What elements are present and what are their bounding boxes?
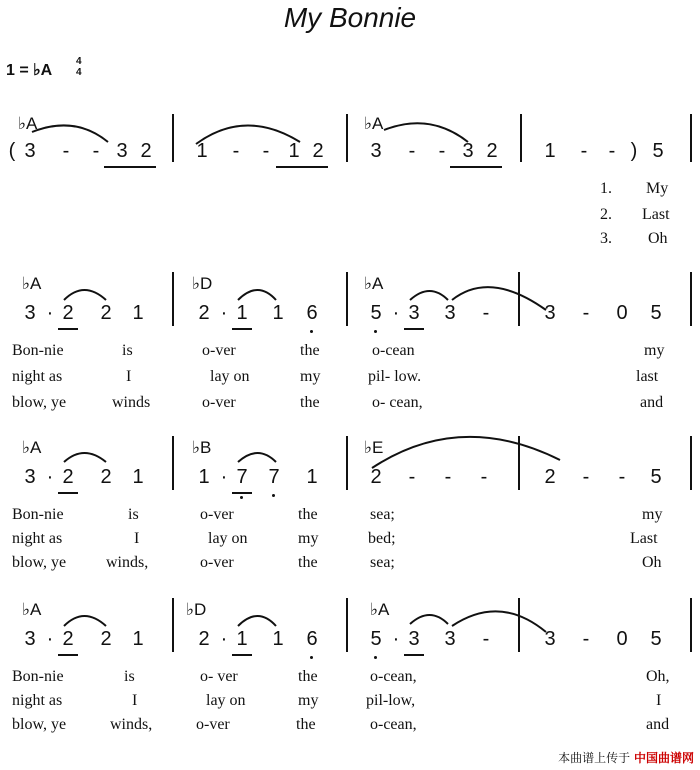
note: 1	[236, 628, 248, 650]
lyric: and	[646, 716, 670, 733]
note: 2	[312, 140, 324, 162]
note: 1	[544, 140, 556, 162]
note: 5	[370, 628, 382, 650]
verse-number: 1.	[600, 180, 612, 197]
lyric: night as	[12, 692, 63, 709]
lyric: the	[300, 394, 320, 411]
chord-label: ♭A	[364, 274, 384, 293]
time-signature-top: 4	[76, 56, 82, 67]
note: 2	[486, 140, 498, 162]
slur	[372, 437, 560, 468]
slur	[64, 290, 106, 300]
lyric: I	[132, 692, 138, 709]
lyric: the	[300, 342, 320, 359]
note: 3	[24, 466, 36, 488]
note: 2	[198, 302, 210, 324]
slur	[64, 453, 106, 462]
note: 1	[272, 628, 284, 650]
lyric: I	[134, 530, 140, 547]
lyric: winds,	[106, 554, 149, 571]
chord-label: ♭D	[192, 274, 213, 293]
lyric: blow, ye	[12, 716, 67, 733]
note: -	[408, 466, 416, 488]
lyric: sea;	[370, 554, 395, 571]
note: 2	[198, 628, 210, 650]
note: 3	[408, 302, 420, 324]
note: 1	[236, 302, 248, 324]
footer-text: 本曲谱上传于	[558, 751, 631, 765]
note: -	[482, 302, 490, 324]
note: 1	[198, 466, 210, 488]
note: ·	[46, 302, 54, 324]
lyric: o-cean,	[370, 716, 417, 733]
note: 3	[370, 140, 382, 162]
slur	[410, 291, 448, 300]
note: ·	[220, 302, 228, 324]
note: 2	[62, 628, 74, 650]
note: 6	[306, 302, 318, 324]
lyric: Oh	[642, 554, 662, 571]
lyric: o-cean,	[370, 668, 417, 685]
lyric: Bon-nie	[12, 668, 64, 685]
footer-watermark	[558, 749, 694, 766]
note: -	[608, 140, 616, 162]
lyric: o-ver	[202, 394, 236, 411]
lyric: Bon-nie	[12, 506, 64, 523]
note: 7	[236, 466, 248, 488]
note: 5	[652, 140, 664, 162]
verse-pickup-word: Oh	[648, 230, 668, 247]
note: -	[582, 466, 590, 488]
note: 1	[132, 302, 144, 324]
note: -	[438, 140, 446, 162]
verse-pickup-word: Last	[642, 206, 670, 223]
note: 3	[24, 302, 36, 324]
lyric: my	[300, 368, 321, 385]
lyric: night as	[12, 530, 63, 547]
song-title: My Bonnie	[283, 2, 417, 33]
lyric: I	[126, 368, 132, 385]
lyric: is	[122, 342, 133, 359]
lyric: o-ver	[196, 716, 230, 733]
note: ·	[392, 628, 400, 650]
lyric: the	[298, 668, 318, 685]
lyric: last	[636, 368, 659, 385]
lyric: o-ver	[200, 506, 234, 523]
slur	[196, 125, 300, 144]
slur	[64, 616, 106, 626]
lyric: sea;	[370, 506, 395, 523]
note: 6	[306, 628, 318, 650]
slur	[238, 290, 276, 300]
site-logo-text[interactable]: 中国曲谱网	[633, 751, 694, 765]
note: )	[630, 140, 638, 162]
note: 0	[616, 302, 628, 324]
note: 5	[370, 302, 382, 324]
note: 1	[132, 628, 144, 650]
note: 5	[650, 628, 662, 650]
lyric: the	[298, 506, 318, 523]
note: 2	[544, 466, 556, 488]
chord-label: ♭A	[370, 600, 390, 619]
verse-number: 2.	[600, 206, 612, 223]
slur	[452, 287, 546, 310]
note: 3	[116, 140, 128, 162]
note: -	[482, 628, 490, 650]
lyric: pil-low,	[366, 692, 416, 709]
key-signature: 1 = ♭A	[6, 62, 53, 79]
note: 2	[140, 140, 152, 162]
note: -	[444, 466, 452, 488]
lyric: o-cean	[372, 342, 415, 359]
note: -	[582, 302, 590, 324]
lyric: night as	[12, 368, 63, 385]
note: ·	[220, 466, 228, 488]
lyric: the	[298, 554, 318, 571]
slur	[32, 125, 108, 142]
lyric: pil- low.	[368, 368, 422, 385]
lyric: winds	[112, 394, 151, 411]
note: 2	[100, 302, 112, 324]
note: 1	[288, 140, 300, 162]
note: 1	[306, 466, 318, 488]
note: 2	[62, 302, 74, 324]
note: 3	[444, 628, 456, 650]
lyric: my	[642, 506, 663, 523]
note: ·	[220, 628, 228, 650]
lyric: the	[296, 716, 316, 733]
note: 2	[100, 466, 112, 488]
note: -	[262, 140, 270, 162]
lyric: Bon-nie	[12, 342, 64, 359]
chord-label: ♭D	[186, 600, 207, 619]
chord-label: ♭B	[192, 438, 212, 457]
lyric: my	[298, 530, 319, 547]
note: -	[408, 140, 416, 162]
note: 5	[650, 302, 662, 324]
lyric: winds,	[110, 716, 153, 733]
slur	[384, 123, 468, 142]
note: 3	[408, 628, 420, 650]
chord-label: ♭A	[364, 114, 384, 133]
note: 3	[544, 628, 556, 650]
lyric: blow, ye	[12, 554, 67, 571]
lyric: my	[644, 342, 665, 359]
lyric: o-ver	[200, 554, 234, 571]
note: 3	[24, 140, 36, 162]
note: ·	[46, 628, 54, 650]
slur	[238, 453, 276, 462]
note: 7	[268, 466, 280, 488]
chord-label: ♭A	[22, 600, 42, 619]
lyric: o- ver	[200, 668, 238, 685]
slur	[452, 611, 546, 632]
note: -	[480, 466, 488, 488]
note: 0	[616, 628, 628, 650]
lyric: is	[128, 506, 139, 523]
note: 3	[444, 302, 456, 324]
note: 3	[24, 628, 36, 650]
lyric: I	[656, 692, 662, 709]
lyric: Last	[630, 530, 658, 547]
note: 1	[132, 466, 144, 488]
verse-number: 3.	[600, 230, 612, 247]
note: 2	[62, 466, 74, 488]
note: -	[618, 466, 626, 488]
note: -	[62, 140, 70, 162]
lyric: blow, ye	[12, 394, 67, 411]
note: 1	[272, 302, 284, 324]
note: ·	[392, 302, 400, 324]
lyric: o- cean,	[372, 394, 423, 411]
note: 3	[544, 302, 556, 324]
lyric: is	[124, 668, 135, 685]
chord-label: ♭A	[18, 114, 38, 133]
note: -	[232, 140, 240, 162]
note: 1	[196, 140, 208, 162]
note: 2	[100, 628, 112, 650]
note: 3	[462, 140, 474, 162]
lyric: lay on	[208, 530, 248, 547]
chord-label: ♭E	[364, 438, 384, 457]
lyric: lay on	[210, 368, 250, 385]
note: -	[580, 140, 588, 162]
note: -	[92, 140, 100, 162]
lyric: my	[298, 692, 319, 709]
verse-pickup-word: My	[646, 180, 669, 197]
lyric: Oh,	[646, 668, 670, 685]
note: 2	[370, 466, 382, 488]
slur	[238, 616, 276, 626]
note: 5	[650, 466, 662, 488]
lyric: lay on	[206, 692, 246, 709]
lyric: bed;	[368, 530, 396, 547]
note: (	[8, 140, 16, 162]
chord-label: ♭A	[22, 438, 42, 457]
note: ·	[46, 466, 54, 488]
chord-label: ♭A	[22, 274, 42, 293]
note: -	[582, 628, 590, 650]
slur	[410, 615, 448, 624]
time-signature-bottom: 4	[76, 67, 82, 78]
lyric: and	[640, 394, 664, 411]
lyric: o-ver	[202, 342, 236, 359]
